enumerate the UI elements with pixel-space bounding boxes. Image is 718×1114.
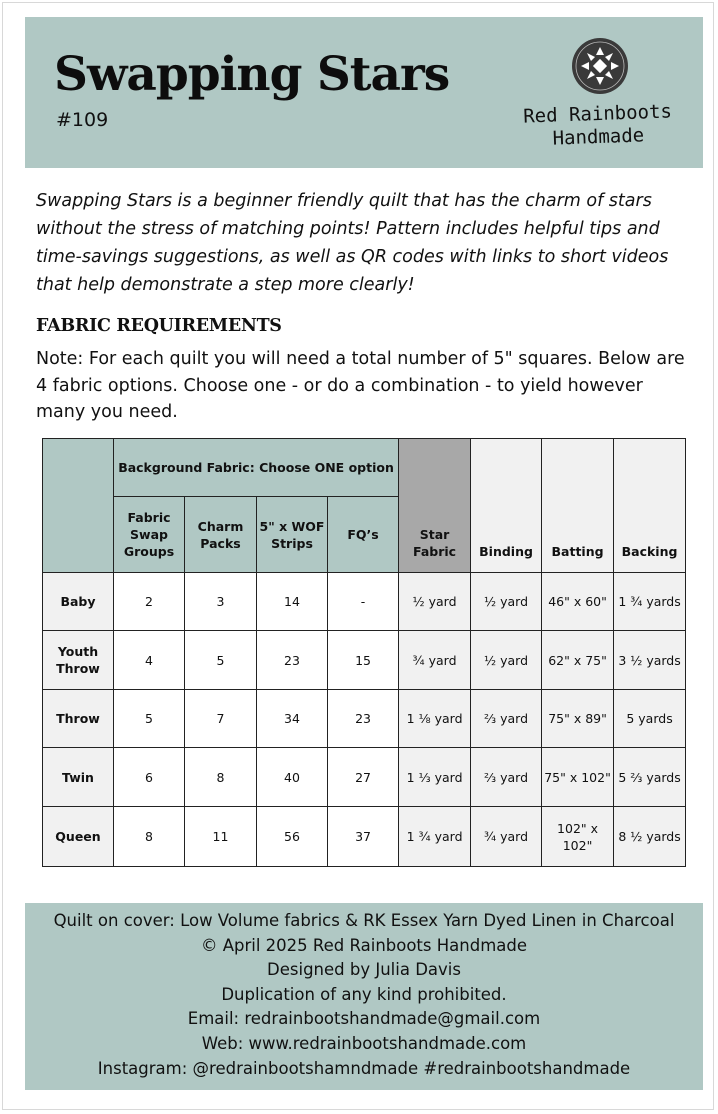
col-header-binding: Binding [471, 439, 542, 573]
col-header-fq: FQ’s [328, 497, 399, 573]
cell-backing: 5 ⅔ yards [614, 748, 686, 807]
cell-batting: 75" x 89" [542, 690, 614, 748]
cell-charm: 3 [185, 573, 257, 631]
intro-paragraph: Swapping Stars is a beginner friendly quilt that has the charm of stars without the stress of matching points! Pattern includes helpful tips and time-savings suggestions, as well as QR codes with links to short videos that help demonstrate a step more clearly! [36, 191, 669, 295]
row-label: Queen [43, 807, 114, 867]
cell-binding: ⅔ yard [471, 748, 542, 807]
row-label: Twin [43, 748, 114, 807]
cell-fq: 23 [328, 690, 399, 748]
footer-duplication: Duplication of any kind prohibited. [221, 984, 507, 1004]
brand-line-2: Handmade [552, 124, 645, 150]
cell-batting: 102" x 102" [542, 807, 614, 867]
cell-binding: ⅔ yard [471, 690, 542, 748]
row-label: Youth Throw [43, 631, 114, 690]
background-fabric-header: Background Fabric: Choose ONE option [114, 439, 399, 497]
page-title: Swapping Stars [54, 47, 450, 102]
col-header-batting: Batting [542, 439, 614, 573]
cell-star: 1 ⅓ yard [399, 748, 471, 807]
star-logo-icon [571, 37, 629, 95]
cell-strips: 34 [257, 690, 328, 748]
cell-charm: 7 [185, 690, 257, 748]
cell-batting: 46" x 60" [542, 573, 614, 631]
col-header-swap-groups: Fabric Swap Groups [114, 497, 185, 573]
col-header-backing: Backing [614, 439, 686, 573]
fabric-requirements-note: Note: For each quilt you will need a total number of 5" squares. Below are 4 fabric options. Choose one - or do a combination - to yield however many you need. [36, 349, 685, 422]
fabric-requirements-table [42, 438, 686, 867]
table-row [43, 573, 686, 631]
cell-binding: ½ yard [471, 573, 542, 631]
footer-copyright: © April 2025 Red Rainboots Handmade [200, 935, 528, 955]
table-row [43, 631, 686, 690]
brand-logo-text [517, 100, 679, 152]
cell-charm: 5 [185, 631, 257, 690]
cell-charm: 8 [185, 748, 257, 807]
cell-swap: 6 [114, 748, 185, 807]
cell-binding: ¾ yard [471, 807, 542, 867]
cell-star: ½ yard [399, 573, 471, 631]
cell-backing: 1 ¾ yards [614, 573, 686, 631]
fabric-requirements-heading: FABRIC REQUIREMENTS [36, 316, 282, 336]
row-label: Baby [43, 573, 114, 631]
cell-fq: - [328, 573, 399, 631]
cell-charm: 11 [185, 807, 257, 867]
cell-batting: 75" x 102" [542, 748, 614, 807]
col-header-star-fabric: Star Fabric [399, 439, 471, 573]
pattern-number: #109 [56, 109, 109, 131]
footer-designer: Designed by Julia Davis [267, 960, 461, 980]
cell-binding: ½ yard [471, 631, 542, 690]
footer-web: Web: www.redrainbootshandmade.com [201, 1033, 527, 1053]
table-corner-cell [43, 439, 114, 573]
cell-strips: 56 [257, 807, 328, 867]
footer-credits [25, 909, 703, 1081]
cell-batting: 62" x 75" [542, 631, 614, 690]
cell-swap: 5 [114, 690, 185, 748]
col-header-wof-strips: 5" x WOF Strips [257, 497, 328, 573]
cell-fq: 27 [328, 748, 399, 807]
header-banner [25, 17, 703, 168]
footer-cover-line: Quilt on cover: Low Volume fabrics & RK Essex Yarn Dyed Linen in Charcoal [53, 911, 675, 930]
cell-backing: 3 ½ yards [614, 631, 686, 690]
cell-strips: 40 [257, 748, 328, 807]
footer-instagram: Instagram: @redrainbootshamndmade #redrainbootshandmade [97, 1058, 631, 1078]
cell-swap: 8 [114, 807, 185, 867]
cell-star: 1 ⅛ yard [399, 690, 471, 748]
col-header-charm-packs: Charm Packs [185, 497, 257, 573]
cell-star: 1 ¾ yard [399, 807, 471, 867]
cell-fq: 37 [328, 807, 399, 867]
footer-banner [25, 903, 703, 1090]
cell-backing: 8 ½ yards [614, 807, 686, 867]
table-row [43, 807, 686, 867]
table-row [43, 690, 686, 748]
footer-email: Email: redrainbootshandmade@gmail.com [187, 1009, 541, 1029]
cell-strips: 14 [257, 573, 328, 631]
brand-line-1: Red Rainboots [522, 100, 673, 128]
cell-star: ¾ yard [399, 631, 471, 690]
cell-swap: 4 [114, 631, 185, 690]
cell-swap: 2 [114, 573, 185, 631]
table-row [43, 748, 686, 807]
cell-strips: 23 [257, 631, 328, 690]
row-label: Throw [43, 690, 114, 748]
cell-fq: 15 [328, 631, 399, 690]
cell-backing: 5 yards [614, 690, 686, 748]
